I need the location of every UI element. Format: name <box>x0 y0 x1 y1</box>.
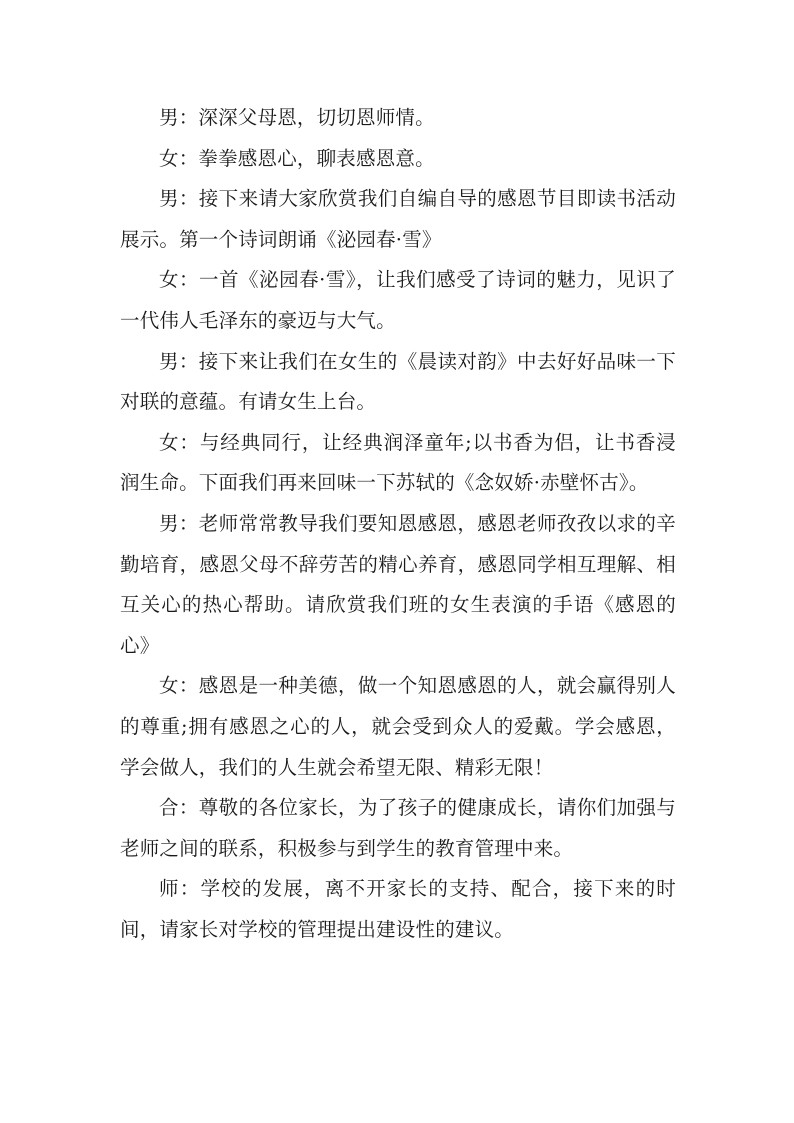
paragraph-male-2: 男：接下来请大家欣赏我们自编自导的感恩节目即读书活动展示。第一个诗词朗诵《泌园春·雪》 <box>120 187 676 251</box>
paragraph-female-2: 女：一首《泌园春·雪》，让我们感受了诗词的魅力，见识了一代伟人毛泽东的豪迈与大气。 <box>120 268 676 332</box>
paragraph-female-3: 女：与经典同行，让经典润泽童年;以书香为侣，让书香浸润生命。下面我们再来回味一下苏轼的《念奴娇·赤壁怀古》。 <box>120 430 676 495</box>
paragraph-male-3: 男：接下来让我们在女生的《晨读对韵》中去好好品味一下对联的意蕴。有请女生上台。 <box>120 349 676 414</box>
document-body <box>120 98 676 950</box>
paragraph-male-4: 男：老师常常教导我们要知恩感恩，感恩老师孜孜以求的辛勤培育，感恩父母不辞劳苦的精心养育，感恩同学相互理解、相互关心的热心帮助。请欣赏我们班的女生表演的手语《感恩的心》 <box>120 511 676 657</box>
paragraph-male-1: 男：深深父母恩，切切恩师情。 <box>159 106 435 129</box>
paragraph-together: 合：尊敬的各位家长，为了孩子的健康成长，请你们加强与老师之间的联系，积极参与到学生的教育管理中来。 <box>120 796 676 860</box>
paragraph-female-4: 女：感恩是一种美德，做一个知恩感恩的人，就会赢得别人的尊重;拥有感恩之心的人，就会受到众人的爱戴。学会感恩，学会做人，我们的人生就会希望无限、精彩无限！ <box>120 674 676 779</box>
paragraph-female-1: 女：拳拳感恩心，聊表感恩意。 <box>159 146 435 170</box>
paragraph-teacher: 师：学校的发展，离不开家长的支持、配合，接下来的时间，请家长对学校的管理提出建设性的建议。 <box>120 877 676 941</box>
